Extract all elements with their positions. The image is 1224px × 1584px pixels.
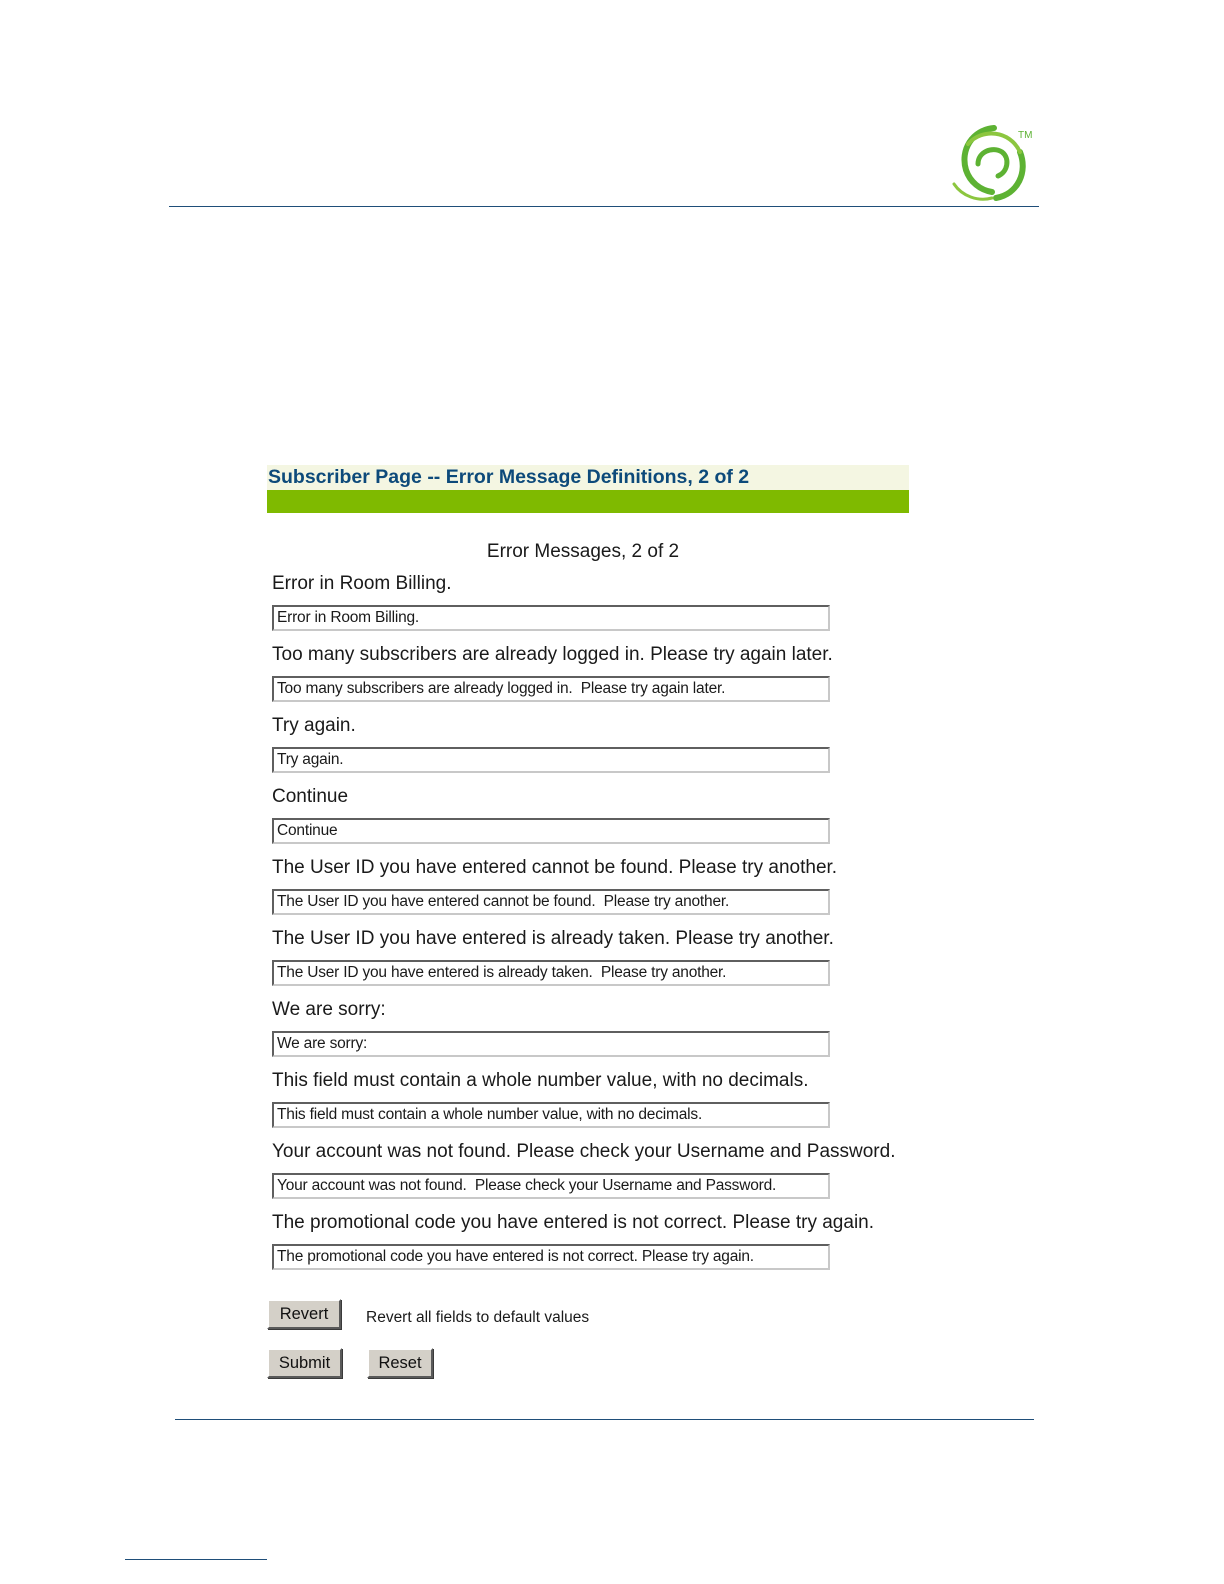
green-swirl-logo-icon bbox=[948, 122, 1040, 206]
field-group-too-many-subscribers bbox=[272, 641, 912, 712]
promo-code-input[interactable] bbox=[272, 1244, 830, 1270]
field-group-account-not-found bbox=[272, 1138, 912, 1209]
user-id-not-found-input[interactable] bbox=[272, 889, 830, 915]
revert-description: Revert all fields to default values bbox=[366, 1309, 590, 1326]
continue-input[interactable] bbox=[272, 818, 830, 844]
revert-button[interactable]: Revert bbox=[267, 1299, 341, 1329]
we-are-sorry-input[interactable] bbox=[272, 1031, 830, 1057]
reset-button[interactable]: Reset bbox=[367, 1348, 433, 1378]
field-group-try-again bbox=[272, 712, 912, 783]
title-accent-bar bbox=[267, 490, 909, 513]
panel-header bbox=[267, 465, 909, 513]
field-group-continue bbox=[272, 783, 912, 854]
field-label: Your account was not found. Please check your Username and Password. bbox=[272, 1141, 896, 1162]
field-label: We are sorry: bbox=[272, 999, 386, 1020]
section-heading: Error Messages, 2 of 2 bbox=[486, 541, 680, 562]
try-again-input[interactable] bbox=[272, 747, 830, 773]
too-many-subscribers-input[interactable] bbox=[272, 676, 830, 702]
field-label: The User ID you have entered cannot be found. Please try another. bbox=[272, 857, 838, 878]
field-label: Continue bbox=[272, 786, 349, 807]
whole-number-input[interactable] bbox=[272, 1102, 830, 1128]
field-group-user-id-not-found bbox=[272, 854, 912, 925]
company-logo bbox=[948, 122, 1040, 206]
field-group-room-billing bbox=[272, 570, 912, 641]
trademark-mark: TM bbox=[1018, 130, 1033, 141]
field-group-user-id-taken bbox=[272, 925, 912, 996]
field-label: Try again. bbox=[272, 715, 356, 736]
field-group-whole-number bbox=[272, 1067, 912, 1138]
field-group-promo-code bbox=[272, 1209, 912, 1280]
user-id-taken-input[interactable] bbox=[272, 960, 830, 986]
footer-divider bbox=[175, 1419, 1034, 1420]
field-label: Too many subscribers are already logged in. Please try again later. bbox=[272, 644, 833, 665]
footnote-divider bbox=[125, 1559, 267, 1560]
field-label: The promotional code you have entered is not correct. Please try again. bbox=[272, 1212, 875, 1233]
room-billing-error-input[interactable] bbox=[272, 605, 830, 631]
field-label: This field must contain a whole number value, with no decimals. bbox=[272, 1070, 809, 1091]
field-label: Error in Room Billing. bbox=[272, 573, 452, 594]
header-divider bbox=[169, 206, 1039, 207]
account-not-found-input[interactable] bbox=[272, 1173, 830, 1199]
field-label: The User ID you have entered is already taken. Please try another. bbox=[272, 928, 834, 949]
page-title: Subscriber Page -- Error Message Definitions, 2 of 2 bbox=[267, 465, 909, 490]
field-group-we-are-sorry bbox=[272, 996, 912, 1067]
error-message-form bbox=[272, 570, 912, 1280]
submit-button[interactable]: Submit bbox=[267, 1348, 342, 1378]
